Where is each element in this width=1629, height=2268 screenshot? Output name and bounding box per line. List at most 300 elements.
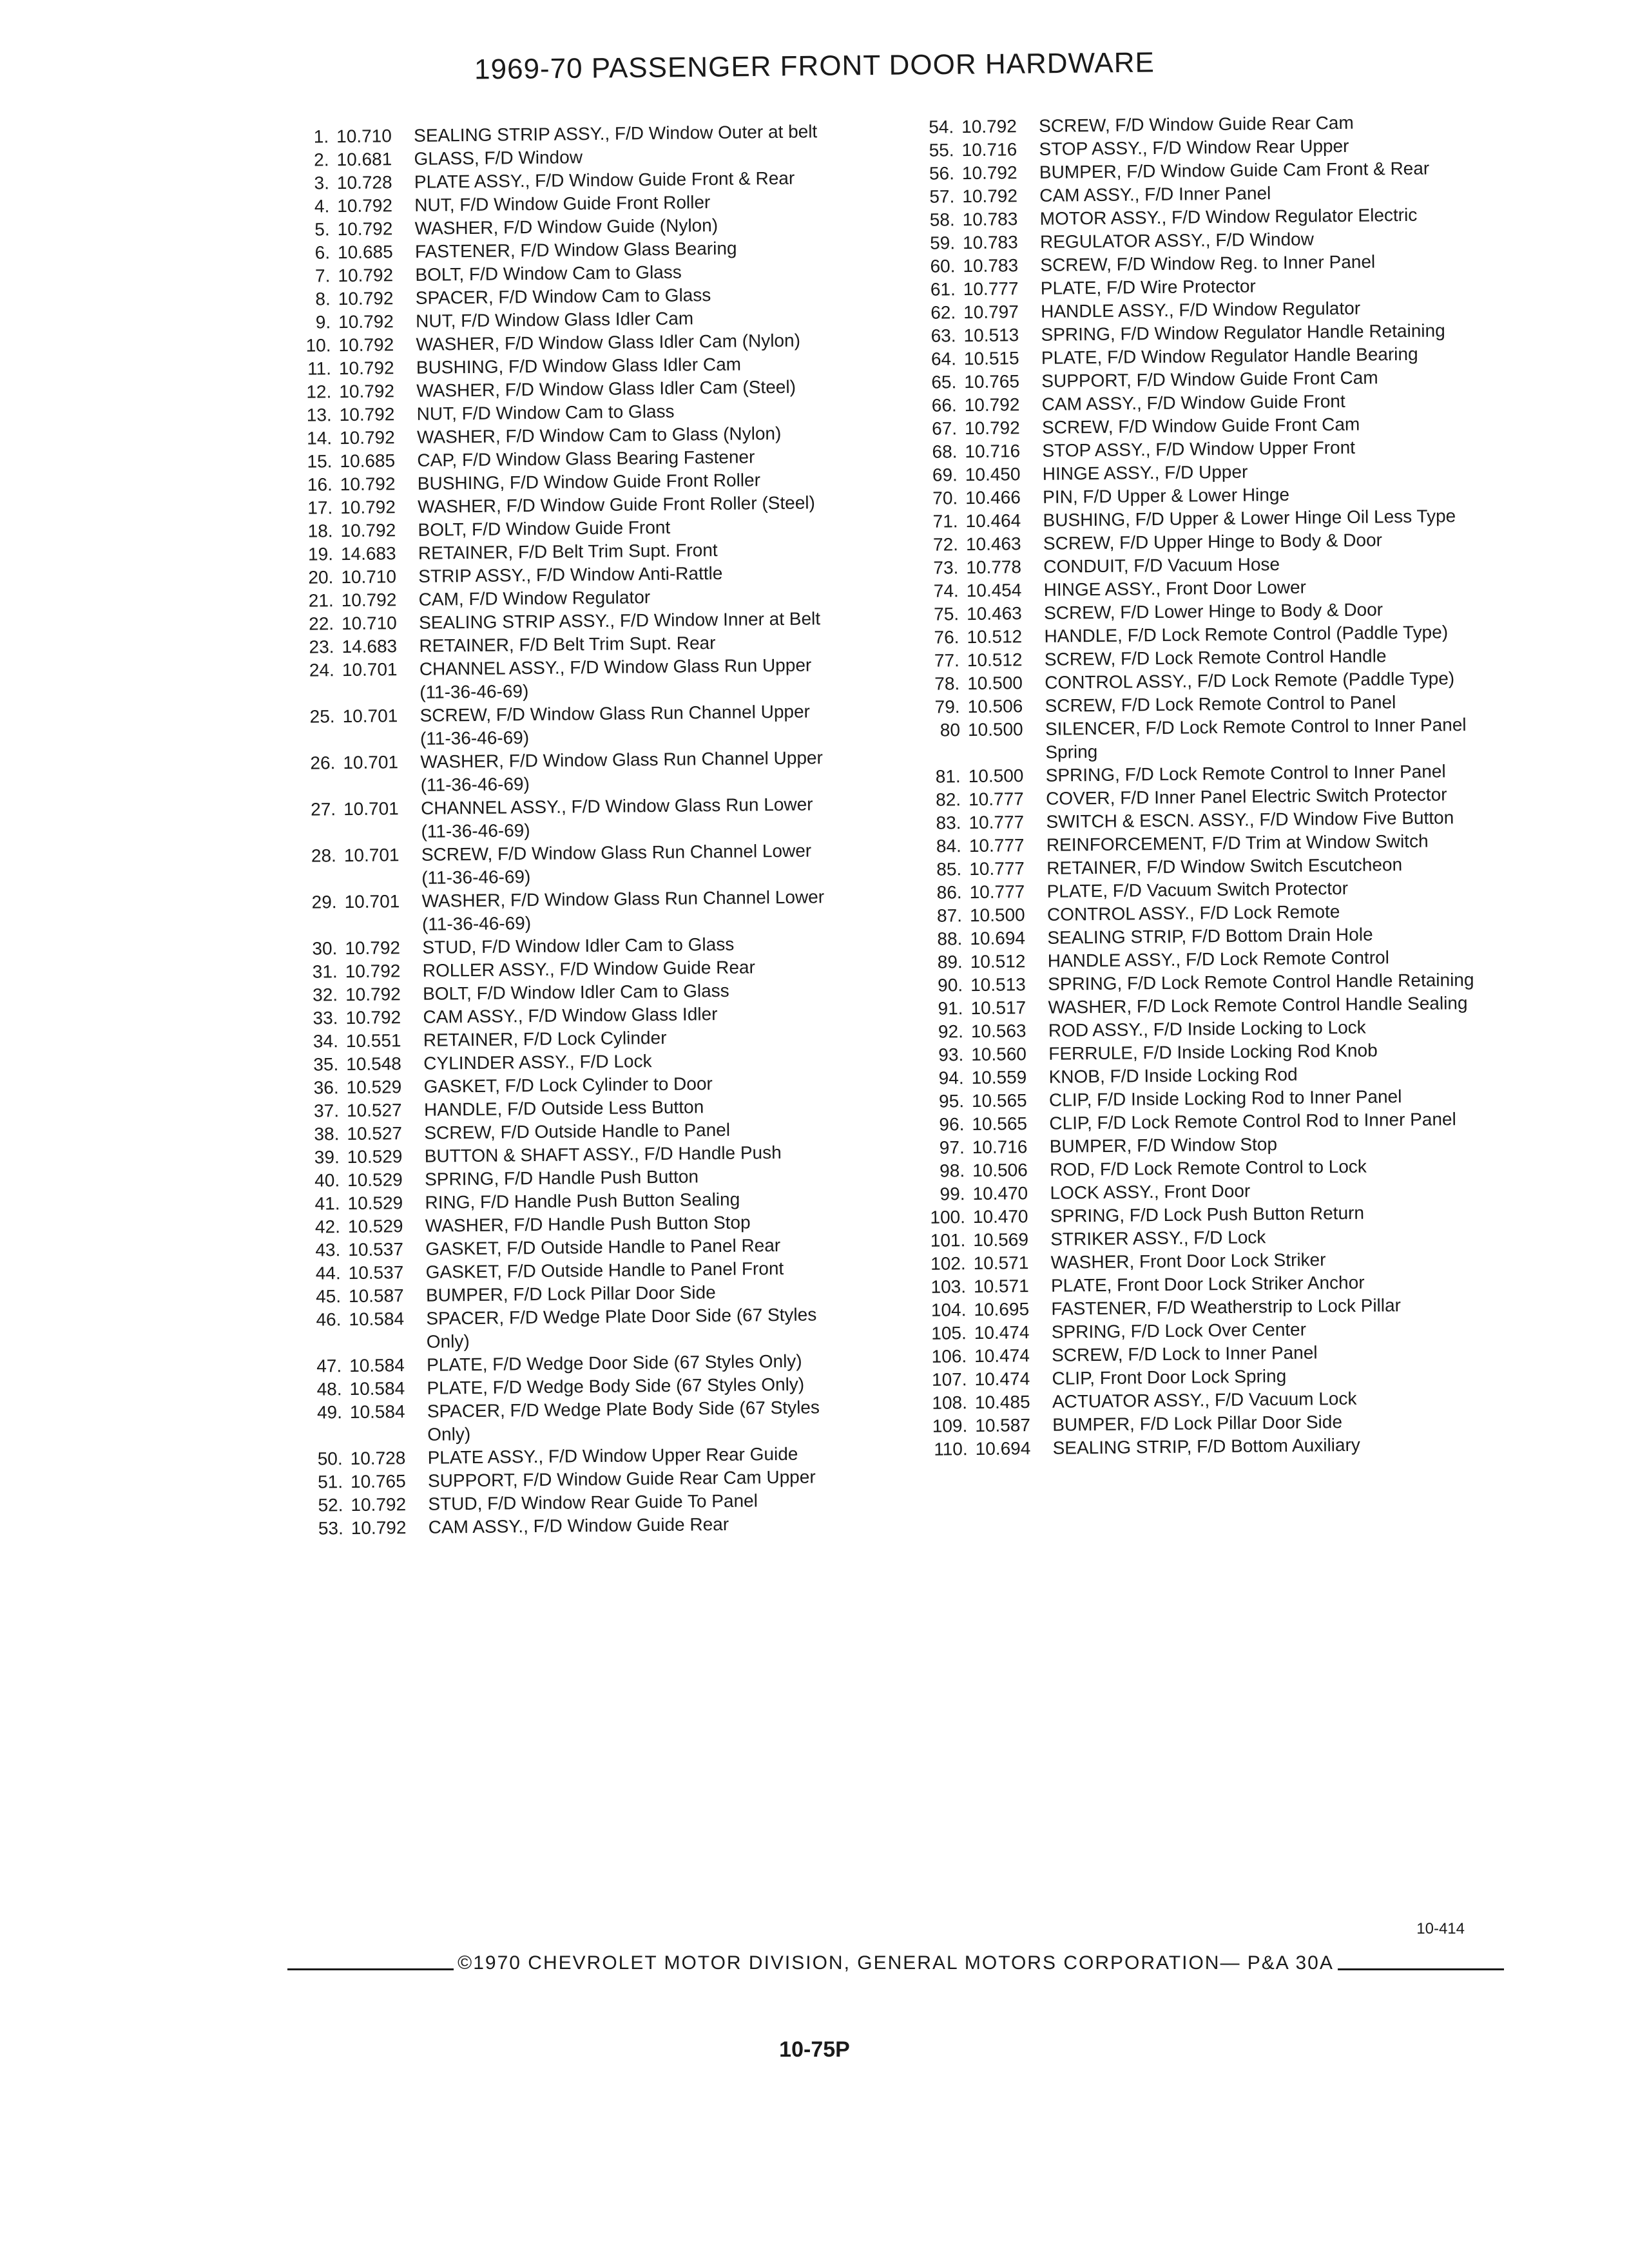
- part-description: SPRING, F/D Handle Push Button: [424, 1166, 699, 1189]
- part-description: ROD ASSY., F/D Inside Locking to Lock: [1048, 1017, 1366, 1041]
- part-number: 78.: [934, 673, 960, 694]
- part-group-code: 10.529: [347, 1146, 403, 1168]
- part-group-code: 10.548: [346, 1053, 402, 1075]
- part-group-code: 10.506: [972, 1160, 1028, 1181]
- part-group-code: 10.681: [336, 149, 392, 170]
- part-description: GASKET, F/D Lock Cylinder to Door: [423, 1073, 713, 1097]
- part-description: STOP ASSY., F/D Window Upper Front: [1042, 437, 1356, 461]
- part-number: 14.: [306, 428, 333, 448]
- part-number: 30.: [312, 938, 338, 959]
- part-group-code: 10.685: [337, 242, 393, 263]
- part-group-code: 10.792: [345, 1007, 401, 1028]
- part-description: FASTENER, F/D Window Glass Bearing: [414, 238, 737, 262]
- part-group-code: 10.529: [347, 1216, 403, 1237]
- part-item: [291, 793, 840, 845]
- part-description: CYLINDER ASSY., F/D Lock: [423, 1051, 652, 1073]
- part-number: 56.: [929, 163, 955, 184]
- part-group-code: 10.506: [967, 696, 1023, 717]
- part-number: 35.: [313, 1054, 339, 1075]
- part-description: WASHER, F/D Window Guide Front Roller (Steel): [418, 492, 816, 517]
- part-description: NUT, F/D Window Glass Idler Cam: [416, 308, 694, 331]
- part-description: GLASS, F/D Window: [414, 147, 583, 169]
- part-description: BUMPER, F/D Lock Pillar Door Side: [1052, 1412, 1343, 1435]
- part-number: 90.: [938, 975, 963, 995]
- part-number: 25.: [309, 706, 335, 727]
- part-group-code: 10.474: [974, 1322, 1030, 1343]
- part-group-code: 10.792: [340, 520, 396, 541]
- part-item: [298, 1512, 847, 1541]
- part-number: 102.: [930, 1253, 966, 1274]
- part-description: PLATE ASSY., F/D Window Guide Front & Rear: [414, 168, 795, 192]
- part-number: 92.: [938, 1021, 964, 1042]
- part-description: HANDLE ASSY., F/D Lock Remote Control: [1047, 947, 1390, 971]
- part-item: [291, 839, 841, 891]
- part-group-code: 10.792: [345, 937, 401, 959]
- part-number: 21.: [308, 590, 334, 611]
- part-number: 49.: [316, 1402, 343, 1423]
- part-group-code: 10.565: [971, 1090, 1027, 1111]
- part-description: WASHER, F/D Window Glass Run Channel Upper (11-36-46-69): [420, 747, 823, 795]
- part-number: 58.: [929, 209, 955, 230]
- part-group-code: 10.792: [964, 394, 1020, 416]
- part-number: 28.: [311, 845, 337, 866]
- part-group-code: 10.728: [336, 172, 392, 193]
- part-group-code: 10.454: [966, 580, 1022, 601]
- part-item: [291, 885, 841, 937]
- part-number: 107.: [931, 1369, 967, 1390]
- part-description: SPRING, F/D Lock Push Button Return: [1050, 1202, 1365, 1226]
- part-group-code: 10.694: [975, 1438, 1031, 1459]
- part-number: 72.: [932, 534, 959, 555]
- part-group-code: 10.792: [341, 590, 397, 611]
- part-description: REINFORCEMENT, F/D Trim at Window Switch: [1046, 831, 1429, 855]
- part-description: WASHER, F/D Lock Remote Control Handle Sealing: [1048, 992, 1468, 1017]
- part-description: ROLLER ASSY., F/D Window Guide Rear: [422, 957, 756, 981]
- part-description: COVER, F/D Inner Panel Electric Switch Protector: [1045, 784, 1447, 809]
- part-description: SCREW, F/D Lock to Inner Panel: [1051, 1342, 1318, 1365]
- part-number: 91.: [938, 998, 963, 1019]
- part-number: 76.: [934, 627, 959, 648]
- part-description: SCREW, F/D Lock Remote Control Handle: [1044, 646, 1387, 669]
- part-number: 59.: [929, 233, 956, 253]
- part-description: BUSHING, F/D Upper & Lower Hinge Oil Less Type: [1043, 506, 1456, 530]
- part-description: GASKET, F/D Outside Handle to Panel Rear: [425, 1235, 781, 1259]
- part-number: 52.: [318, 1495, 343, 1515]
- part-number: 40.: [314, 1170, 340, 1191]
- part-group-code: 10.515: [963, 348, 1019, 369]
- parts-list-left: [284, 120, 847, 1541]
- part-description: CLIP, F/D Inside Locking Rod to Inner Panel: [1048, 1086, 1402, 1110]
- part-number: 43.: [315, 1240, 341, 1260]
- part-group-code: 10.584: [349, 1378, 405, 1399]
- part-group-code: 10.450: [965, 464, 1021, 485]
- part-number: 36.: [313, 1077, 339, 1098]
- part-group-code: 10.783: [963, 255, 1019, 276]
- part-group-code: 10.792: [338, 334, 394, 356]
- part-number: 69.: [932, 465, 958, 485]
- page-title: 1969-70 PASSENGER FRONT DOOR HARDWARE: [474, 46, 1155, 86]
- part-description: PLATE, F/D Wedge Body Side (67 Styles Only): [427, 1374, 805, 1398]
- part-description: PLATE, F/D Wedge Door Side (67 Styles Only): [426, 1350, 802, 1375]
- part-number: 54.: [929, 117, 954, 137]
- part-item: [297, 1396, 847, 1448]
- part-description: KNOB, F/D Inside Locking Rod: [1048, 1064, 1298, 1087]
- part-group-code: 10.464: [965, 510, 1021, 532]
- part-description: STUD, F/D Window Rear Guide To Panel: [428, 1490, 758, 1514]
- part-number: 80: [940, 720, 961, 740]
- part-number: 19.: [307, 544, 334, 564]
- part-group-code: 10.551: [345, 1030, 401, 1052]
- part-group-code: 10.765: [964, 371, 1020, 392]
- part-description: RETAINER, F/D Belt Trim Supt. Front: [418, 539, 718, 563]
- part-group-code: 10.474: [974, 1345, 1030, 1367]
- part-group-code: 10.710: [341, 566, 397, 588]
- part-group-code: 10.792: [339, 404, 395, 425]
- part-number: 46.: [316, 1309, 342, 1330]
- part-number: 88.: [937, 928, 963, 949]
- part-description: SPRING, F/D Lock Over Center: [1051, 1319, 1307, 1342]
- part-description: WASHER, F/D Window Cam to Glass (Nylon): [416, 423, 782, 447]
- part-number: 31.: [312, 961, 338, 982]
- part-number: 63.: [930, 325, 956, 346]
- part-number: 62.: [930, 302, 956, 323]
- part-description: HINGE ASSY., F/D Upper: [1042, 461, 1248, 484]
- part-group-code: 10.500: [968, 765, 1024, 787]
- part-group-code: 10.527: [347, 1123, 403, 1144]
- part-group-code: 10.792: [338, 358, 394, 379]
- part-group-code: 10.777: [969, 881, 1025, 903]
- part-description: GASKET, F/D Outside Handle to Panel Front: [425, 1258, 784, 1282]
- part-number: 51.: [317, 1472, 343, 1492]
- part-description: BUMPER, F/D Window Guide Cam Front & Rear: [1039, 158, 1430, 182]
- part-number: 39.: [314, 1147, 340, 1168]
- part-group-code: 10.792: [337, 195, 393, 216]
- part-group-code: 10.792: [340, 497, 396, 518]
- part-number: 4.: [314, 196, 330, 216]
- part-number: 98.: [940, 1160, 965, 1181]
- part-description: BUMPER, F/D Lock Pillar Door Side: [425, 1282, 716, 1305]
- part-description: STRIKER ASSY., F/D Lock: [1050, 1227, 1266, 1249]
- part-number: 45.: [315, 1286, 342, 1307]
- part-number: 89.: [937, 952, 963, 972]
- part-group-code: 10.792: [338, 288, 394, 309]
- part-description: CAM ASSY., F/D Inner Panel: [1039, 183, 1271, 206]
- part-group-code: 10.470: [972, 1183, 1028, 1204]
- part-description: CONTROL ASSY., F/D Lock Remote: [1046, 901, 1340, 925]
- part-group-code: 14.683: [340, 543, 396, 564]
- part-group-code: 10.701: [343, 845, 400, 866]
- part-number: 67.: [931, 418, 958, 439]
- part-description: CONTROL ASSY., F/D Lock Remote (Paddle Type): [1045, 668, 1455, 693]
- footer-rule-right: [1338, 1957, 1504, 1970]
- part-number: 84.: [936, 836, 962, 856]
- part-description: WASHER, F/D Window Glass Idler Cam (Nylon): [416, 330, 801, 354]
- part-group-code: 10.701: [344, 891, 400, 912]
- part-group-code: 10.694: [970, 928, 1026, 949]
- part-description: CONDUIT, F/D Vacuum Hose: [1043, 554, 1280, 577]
- part-description: SEALING STRIP ASSY., F/D Window Inner at Belt: [418, 608, 821, 633]
- part-item: [289, 700, 839, 752]
- part-number: 22.: [308, 613, 334, 634]
- part-description: CLIP, F/D Lock Remote Control Rod to Inner Panel: [1049, 1109, 1456, 1133]
- part-description: STRIP ASSY., F/D Window Anti-Rattle: [418, 562, 723, 586]
- part-description: HANDLE, F/D Lock Remote Control (Paddle Type): [1044, 622, 1449, 646]
- part-number: 2.: [314, 149, 329, 170]
- part-group-code: 10.685: [340, 450, 396, 472]
- part-group-code: 10.466: [965, 487, 1021, 508]
- part-description: CHANNEL ASSY., F/D Window Glass Run Lower (11-36-46-69): [420, 794, 813, 841]
- part-group-code: 10.783: [962, 209, 1018, 230]
- part-number: 73.: [933, 557, 959, 578]
- part-number: 37.: [313, 1100, 340, 1121]
- part-number: 8.: [315, 289, 331, 309]
- part-number: 32.: [313, 985, 338, 1005]
- part-number: 75.: [933, 604, 959, 624]
- part-description: SPACER, F/D Wedge Plate Door Side (67 Styles Only): [426, 1304, 817, 1352]
- part-number: 65.: [931, 372, 957, 392]
- part-description: ACTUATOR ASSY., F/D Vacuum Lock: [1052, 1388, 1357, 1412]
- part-group-code: 10.777: [969, 858, 1025, 879]
- part-description: MOTOR ASSY., F/D Window Regulator Electric: [1039, 204, 1418, 229]
- part-description: BUMPER, F/D Window Stop: [1049, 1134, 1278, 1157]
- part-description: SCREW, F/D Upper Hinge to Body & Door: [1043, 530, 1383, 553]
- part-description: RING, F/D Handle Push Button Sealing: [425, 1189, 740, 1213]
- part-description: PIN, F/D Upper & Lower Hinge: [1043, 484, 1290, 507]
- part-item: [290, 746, 840, 798]
- part-group-code: 10.716: [972, 1137, 1028, 1158]
- part-description: SWITCH & ESCN. ASSY., F/D Window Five Button: [1046, 807, 1454, 832]
- part-description: CAP, F/D Window Glass Bearing Fastener: [417, 447, 755, 470]
- page-number: 10-75P: [779, 2037, 850, 2062]
- part-group-code: 10.512: [970, 951, 1026, 972]
- part-group-code: 10.563: [970, 1021, 1027, 1042]
- part-group-code: 10.587: [975, 1415, 1031, 1436]
- parts-list-right: [909, 110, 1498, 1461]
- part-group-code: 10.701: [343, 752, 399, 773]
- part-number: 61.: [930, 279, 956, 300]
- part-number: 16.: [307, 474, 333, 495]
- part-number: 83.: [936, 812, 961, 833]
- part-description: RETAINER, F/D Window Switch Escutcheon: [1046, 854, 1403, 878]
- part-description: REGULATOR ASSY., F/D Window: [1039, 229, 1315, 252]
- part-number: 27.: [311, 799, 336, 820]
- part-number: 38.: [314, 1124, 340, 1144]
- part-number: 106.: [931, 1346, 967, 1367]
- part-group-code: 10.792: [351, 1494, 407, 1515]
- part-description: BUTTON & SHAFT ASSY., F/D Handle Push: [424, 1142, 782, 1166]
- part-group-code: 10.701: [343, 798, 399, 820]
- part-group-code: 10.470: [972, 1206, 1028, 1227]
- part-number: 3.: [314, 173, 330, 193]
- part-group-code: 10.500: [969, 905, 1025, 926]
- part-description: WASHER, F/D Window Glass Run Channel Lower (11-36-46-69): [421, 887, 825, 934]
- part-number: 7.: [314, 265, 331, 286]
- part-group-code: 10.463: [966, 603, 1022, 624]
- part-group-code: 10.792: [961, 162, 1017, 184]
- part-description: SEALING STRIP ASSY., F/D Window Outer at belt: [414, 121, 818, 146]
- part-number: 55.: [929, 140, 954, 160]
- part-description: SPACER, F/D Window Cam to Glass: [415, 285, 711, 308]
- part-description: SCREW, F/D Lock Remote Control to Panel: [1045, 692, 1396, 716]
- part-description: SCREW, F/D Window Glass Run Channel Lower (11-36-46-69): [421, 840, 812, 888]
- part-description: SCREW, F/D Window Guide Front Cam: [1041, 414, 1360, 437]
- part-number: 100.: [930, 1207, 966, 1227]
- part-number: 23.: [309, 637, 334, 657]
- part-number: 71.: [932, 511, 958, 532]
- part-description: PLATE, Front Door Lock Striker Anchor: [1050, 1272, 1365, 1296]
- part-group-code: 10.500: [967, 673, 1023, 694]
- part-item: [915, 713, 1490, 765]
- part-description: HANDLE, F/D Outside Less Button: [423, 1097, 704, 1120]
- part-group-code: 10.792: [340, 474, 396, 495]
- part-description: WASHER, Front Door Lock Striker: [1050, 1249, 1326, 1273]
- part-number: 44.: [315, 1263, 341, 1283]
- part-group-code: 10.584: [349, 1309, 405, 1330]
- part-description: RETAINER, F/D Belt Trim Supt. Rear: [419, 633, 716, 656]
- part-number: 24.: [309, 660, 335, 680]
- part-number: 13.: [306, 405, 332, 425]
- part-description: CHANNEL ASSY., F/D Window Glass Run Upper (11-36-46-69): [419, 655, 812, 702]
- part-number: 74.: [933, 581, 959, 601]
- part-description: SCREW, F/D Outside Handle to Panel: [424, 1119, 731, 1143]
- part-group-code: 10.797: [963, 302, 1019, 323]
- part-number: 93.: [938, 1044, 964, 1065]
- part-description: PLATE, F/D Wire Protector: [1040, 276, 1256, 298]
- part-group-code: 10.517: [970, 997, 1027, 1019]
- part-description: WASHER, F/D Window Guide (Nylon): [414, 215, 718, 238]
- part-description: BOLT, F/D Window Cam to Glass: [415, 262, 682, 285]
- part-group-code: 10.529: [347, 1169, 403, 1191]
- part-description: CAM, F/D Window Regulator: [418, 587, 651, 610]
- illustration-index: 10-414: [1416, 1920, 1465, 1937]
- part-group-code: 10.474: [974, 1369, 1030, 1390]
- part-number: 82.: [936, 789, 961, 810]
- part-number: 10.: [305, 335, 331, 356]
- part-group-code: 10.587: [348, 1285, 404, 1307]
- part-group-code: 10.463: [965, 533, 1021, 555]
- part-number: 85.: [936, 859, 962, 879]
- part-number: 81.: [935, 766, 961, 787]
- part-group-code: 10.792: [964, 418, 1020, 439]
- part-description: FERRULE, F/D Inside Locking Rod Knob: [1048, 1040, 1378, 1064]
- part-number: 87.: [936, 905, 963, 926]
- part-group-code: 10.584: [349, 1401, 405, 1423]
- part-group-code: 10.559: [971, 1067, 1027, 1088]
- part-number: 108.: [932, 1392, 968, 1413]
- part-group-code: 10.537: [348, 1239, 404, 1260]
- part-number: 53.: [318, 1518, 343, 1539]
- part-group-code: 10.701: [342, 659, 398, 680]
- part-group-code: 10.584: [349, 1355, 405, 1376]
- part-group-code: 10.792: [339, 381, 395, 402]
- part-description: CAM ASSY., F/D Window Guide Front: [1041, 390, 1345, 414]
- part-group-code: 14.683: [342, 636, 398, 657]
- part-description: SCREW, F/D Window Reg. to Inner Panel: [1040, 251, 1376, 275]
- part-item: [289, 653, 839, 706]
- part-number: 77.: [934, 650, 960, 671]
- part-number: 1.: [313, 126, 329, 147]
- part-number: 5.: [314, 219, 330, 240]
- part-group-code: 10.792: [338, 311, 394, 332]
- part-description: SPRING, F/D Window Regulator Handle Retaining: [1041, 320, 1445, 345]
- part-group-code: 10.792: [961, 116, 1017, 137]
- part-group-code: 10.527: [346, 1100, 402, 1121]
- part-group-code: 10.792: [339, 427, 395, 448]
- part-number: 97.: [939, 1137, 965, 1158]
- part-description: STOP ASSY., F/D Window Rear Upper: [1039, 135, 1349, 159]
- part-group-code: 10.783: [962, 232, 1018, 253]
- part-group-code: 10.529: [347, 1193, 403, 1214]
- part-number: 12.: [306, 381, 332, 402]
- part-group-code: 10.571: [973, 1253, 1029, 1274]
- part-description: LOCK ASSY., Front Door: [1050, 1180, 1251, 1203]
- part-number: 66.: [931, 395, 957, 416]
- part-group-code: 10.777: [969, 835, 1025, 856]
- part-description: SUPPORT, F/D Window Guide Rear Cam Upper: [427, 1466, 816, 1491]
- part-group-code: 10.513: [963, 325, 1019, 346]
- part-description: PLATE, F/D Vacuum Switch Protector: [1046, 878, 1349, 901]
- part-number: 99.: [940, 1184, 965, 1204]
- part-group-code: 10.512: [967, 626, 1023, 648]
- part-group-code: 10.777: [963, 278, 1019, 300]
- part-number: 29.: [311, 892, 337, 912]
- part-number: 105.: [931, 1323, 967, 1343]
- part-group-code: 10.537: [348, 1262, 404, 1283]
- part-number: 96.: [939, 1114, 965, 1135]
- part-description: CAM ASSY., F/D Window Guide Rear: [428, 1514, 729, 1537]
- part-description: NUT, F/D Window Guide Front Roller: [414, 192, 711, 215]
- part-description: WASHER, F/D Handle Push Button Stop: [425, 1212, 751, 1236]
- part-number: 101.: [930, 1230, 966, 1251]
- part-group-code: 10.765: [350, 1471, 406, 1492]
- part-group-code: 10.500: [967, 719, 1023, 740]
- part-group-code: 10.529: [346, 1077, 402, 1098]
- part-description: STUD, F/D Window Idler Cam to Glass: [422, 934, 735, 957]
- part-number: 95.: [938, 1091, 965, 1111]
- footer-rule-left: [287, 1957, 454, 1970]
- part-number: 57.: [929, 186, 955, 207]
- part-description: PLATE ASSY., F/D Window Upper Rear Guide: [427, 1443, 798, 1468]
- part-description: SPACER, F/D Wedge Plate Body Side (67 Styles Only): [427, 1397, 820, 1445]
- part-group-code: 10.792: [337, 218, 393, 240]
- part-description: CAM ASSY., F/D Window Glass Idler: [423, 1004, 718, 1027]
- part-group-code: 10.569: [973, 1229, 1029, 1251]
- part-number: 94.: [938, 1068, 964, 1088]
- part-group-code: 10.792: [351, 1517, 407, 1539]
- part-number: 86.: [936, 882, 962, 903]
- part-group-code: 10.565: [972, 1113, 1028, 1135]
- part-group-code: 10.792: [345, 984, 401, 1005]
- copyright-text: ©1970 CHEVROLET MOTOR DIVISION, GENERAL MOTORS CORPORATION— P&A 30A: [458, 1952, 1334, 1974]
- part-number: 60.: [930, 256, 956, 276]
- part-description: WASHER, F/D Window Glass Idler Cam (Steel): [416, 376, 796, 401]
- part-item: [296, 1303, 845, 1355]
- part-description: ROD, F/D Lock Remote Control to Lock: [1049, 1156, 1367, 1180]
- part-group-code: 10.728: [350, 1448, 406, 1469]
- part-description: RETAINER, F/D Lock Cylinder: [423, 1027, 667, 1050]
- part-number: 20.: [308, 567, 334, 588]
- part-description: HANDLE ASSY., F/D Window Regulator: [1041, 298, 1361, 322]
- part-group-code: 10.571: [973, 1276, 1029, 1297]
- part-number: 109.: [932, 1416, 968, 1436]
- part-number: 15.: [307, 451, 333, 472]
- part-description: SPRING, F/D Lock Remote Control to Inner Panel: [1045, 761, 1446, 785]
- part-number: 79.: [934, 697, 960, 717]
- part-description: SPRING, F/D Lock Remote Control Handle Retaining: [1047, 969, 1474, 994]
- part-group-code: 10.710: [336, 126, 392, 147]
- part-description: BUSHING, F/D Window Glass Idler Cam: [416, 354, 742, 378]
- part-number: 42.: [314, 1216, 341, 1237]
